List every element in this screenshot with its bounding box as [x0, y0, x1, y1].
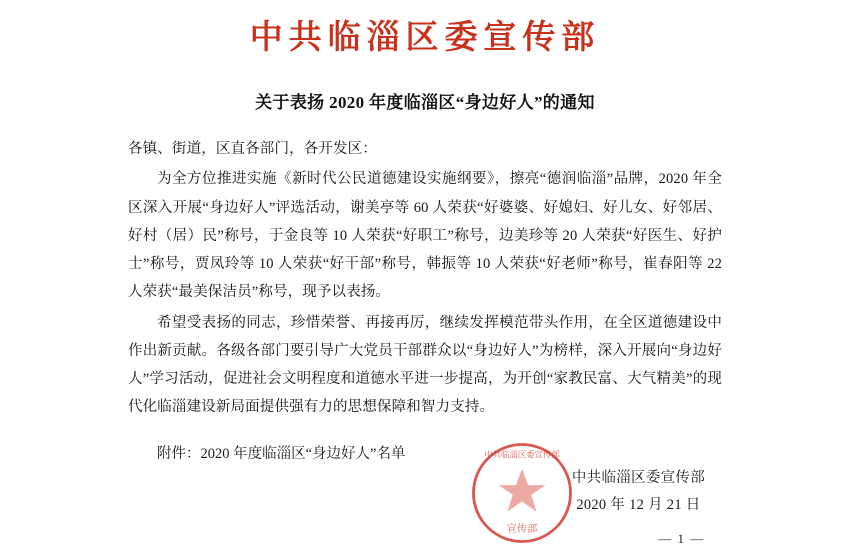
signature-block	[572, 465, 705, 519]
document-header-org: 中共临淄区委宣传部	[249, 20, 601, 56]
svg-text:中共临淄区委宣传部: 中共临淄区委宣传部	[484, 450, 560, 460]
document-title: 关于表扬 2020 年度临淄区“身边好人”的通知	[255, 93, 595, 112]
attachment-line: 附件：2020 年度临淄区“身边好人”名单	[157, 445, 406, 462]
signature-org: 中共临淄区委宣传部	[571, 470, 705, 487]
document-body	[128, 135, 722, 422]
paragraph-2: 希望受表扬的同志，珍惜荣誉、再接再厉，继续发挥模范带头作用，在全区道德建设中作出新贡献。各级各部门要引导广大党员干部群众以“身边好人”为榜样，深入开展向“身边好人”学习活动，促进社会文明程度和道德水平进一步提高，为开创“家教民富、大气精美”的现代化临淄建设新局面提供强有力的思想保障和智力支持。	[128, 314, 722, 416]
svg-text:宣传部: 宣传部	[506, 524, 538, 536]
signature-date: 2020 年 12 月 21 日	[576, 497, 701, 514]
page-number: — 1 —	[658, 531, 705, 546]
paragraph-1: 为全方位推进实施《新时代公民道德建设实施纲要》，擦亮“德润临淄”品牌，2020 年全区深入开展“身边好人”评选活动，谢美亭等 60 人荣获“好婆婆、好媳妇、好儿女、好邻居、好村（居）民”称号，于金良等 10 人荣获“好职工”称号，边美珍等 20 人荣获“好医生、好护士”称号，贾凤玲等 10 人荣获“好干部”称号，韩振等 10 人荣获“好老师”称号，崔春阳等 22 人荣获“最美保洁员”称号，现予以表扬。	[128, 171, 722, 301]
salutation: 各镇、街道，区直各部门，各开发区：	[128, 141, 377, 157]
